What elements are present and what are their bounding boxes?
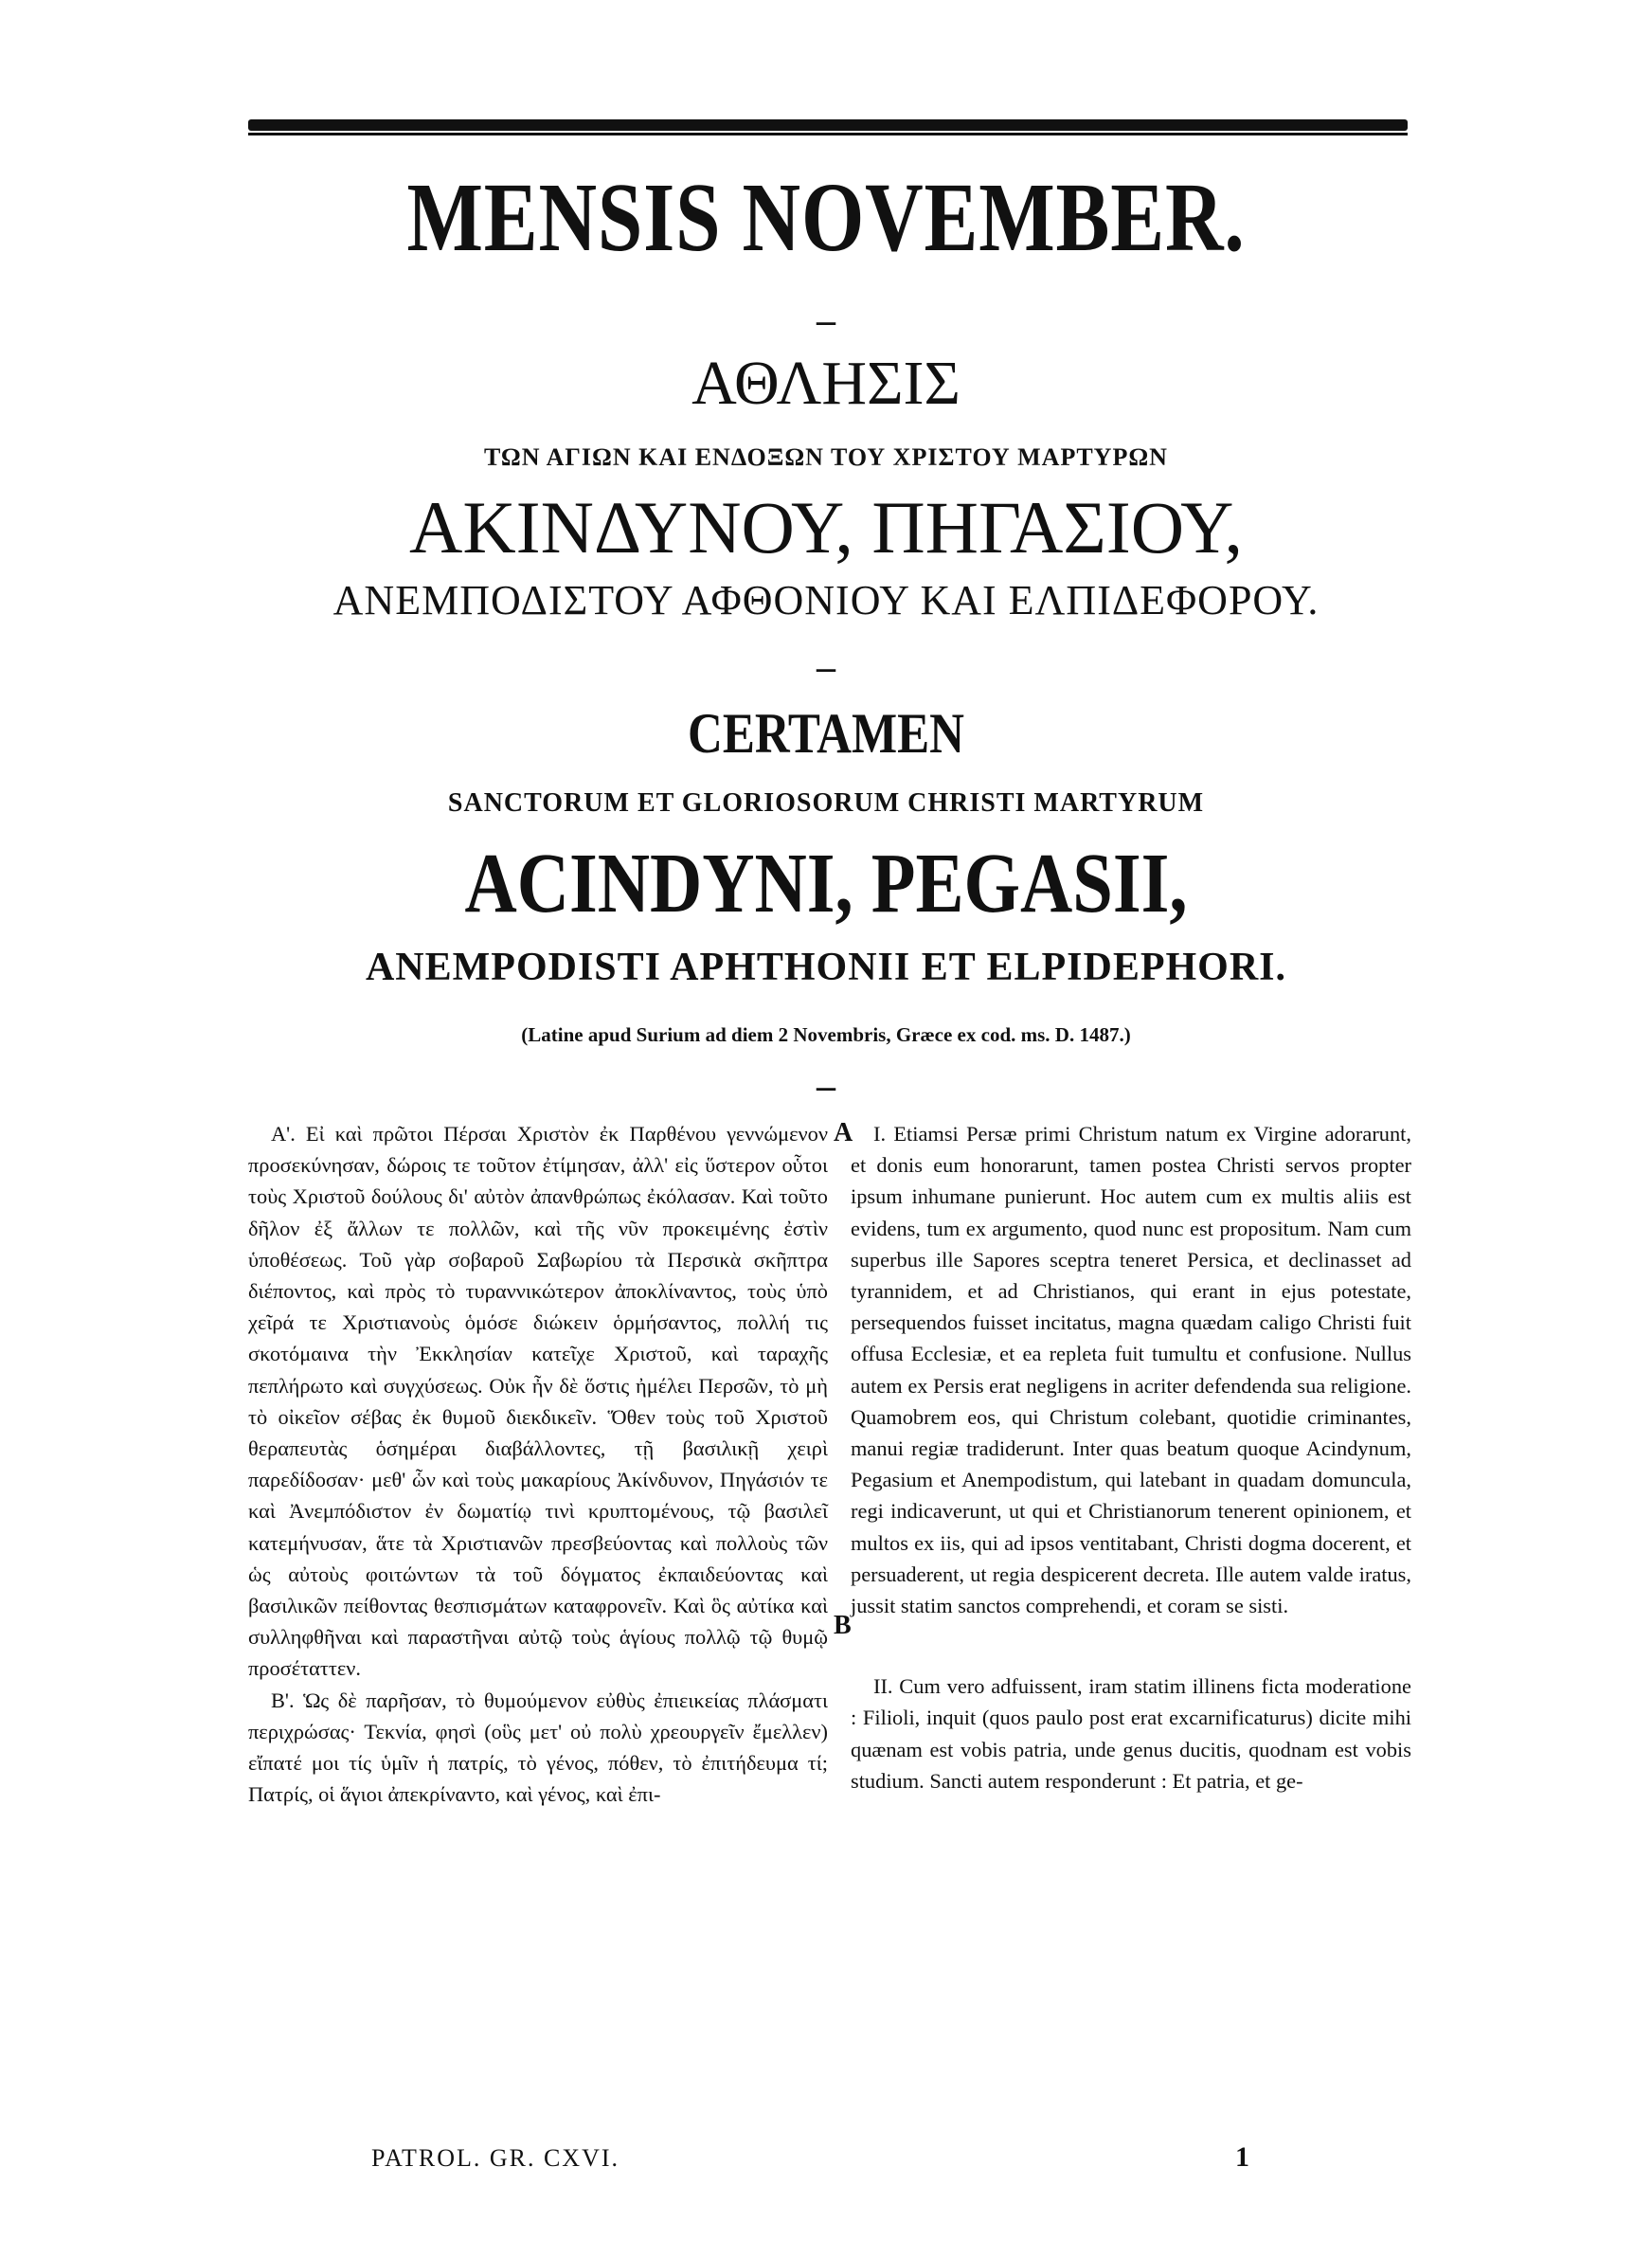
greek-names-line1: ΑΚΙΝΔΥΝΟΥ, ΠΗΓΑΣΙΟΥ, [408,486,1243,569]
margin-marker-a: A [834,1118,853,1147]
latin-title: CERTAMEN [688,702,964,765]
separator-dash-2: – [817,645,835,688]
latin-column [851,1118,1411,1797]
greek-paragraph-1: Α'. Εἰ καὶ πρῶτοι Πέρσαι Χριστὸν ἐκ Παρθένου γεννώμενον προσεκύνησαν, δώροις τε τοῦτον ἐτίμησαν, ἀλλ' εἰς ὕστερον οὗτοι τοὺς Χριστοῦ δούλους δι' αὐτὸν ἀπανθρώπως ἐκόλασαν. Καὶ τοῦτο δῆλον ἐξ ἄλλων τε πολλῶν, καὶ τῆς νῦν προκειμένης ἐστὶν ὑποθέσεως. Τοῦ γὰρ σοβαροῦ Σαβωρίου τὰ Περσικὰ σκῆπτρα διέποντος, καὶ πρὸς τὸ τυραννικώτερον ἀποκλίναντος, τοὺς ὑπὸ χεῖρά τε Χριστιανοὺς ὁμόσε διώκειν ὁρμήσαντος, πολλή τις σκοτόμαινα τὴν Ἐκκλησίαν κατεῖχε Χριστοῦ, καὶ ταραχῆς πεπλήρωτο καὶ συγχύσεως. Οὐκ ἦν δὲ ὅστις ἠμέλει Περσῶν, τὸ μὴ τὸ οἰκεῖον σέβας ἐκ θυμοῦ διεκδικεῖν. Ὅθεν τοὺς τοῦ Χριστοῦ θεραπευτὰς ὁσημέραι διαβάλλοντες, τῇ βασιλικῇ χειρὶ παρεδίδοσαν· μεθ' ὧν καὶ τοὺς μακαρίους Ἀκίνδυνον, Πηγάσιόν τε καὶ Ἀνεμπόδιστον ἐν δωματίῳ τινὶ κρυπτομένους, τῷ βασιλεῖ κατεμήνυσαν, ἅτε τὰ Χριστιανῶν πρεσβεύοντας καὶ πολλοὺς τῶν ὡς αὐτοὺς φοιτώντων τὰ τοῦ δόγματος ἐκπαιδεύοντας καὶ βασιλικῶν πείθοντας θεσπισμάτων καταφρονεῖν. Καὶ ὃς αὐτίκα καὶ συλληφθῆναι καὶ παραστῆναι αὐτῷ τοὺς ἁγίους πολλῷ τῷ θυμῷ προσέταττεν. [248,1122,828,1681]
latin-names-line2: ANEMPODISTI APHTHONII ET ELPIDEPHORI. [365,946,1287,989]
latin-subtitle: SANCTORUM ET GLORIOSORUM CHRISTI MARTYRUM [447,788,1205,818]
separator-dash-3: – [817,1064,835,1107]
greek-title: ΑΘΛΗΣΙΣ [691,349,961,418]
latin-names-line1: ACINDYNI, PEGASII, [464,837,1188,930]
footer-series: PATROL. GR. CXVI. [371,2144,620,2172]
greek-names-line2: ΑΝΕΜΠΟΔΙΣΤΟΥ ΑΦΘΟΝΙΟΥ ΚΑΙ ΕΛΠΙΔΕΦΟΡΟΥ. [332,577,1320,623]
greek-paragraph-2: Β'. Ὡς δὲ παρῆσαν, τὸ θυμούμενον εὐθὺς ἐπιεικείας πλάσματι περιχρώσας· Τεκνία, φησὶ (οὓς μετ' οὐ πολὺ χρεουργεῖν ἔμελλεν) εἴπατέ μοι τίς ὑμῖν ἡ πατρίς, τὸ γένος, πόθεν, τὸ ἐπιτήδευμα τί; Πατρίς, οἱ ἅγιοι ἀπεκρίναντο, καὶ γένος, καὶ ἐπι- [248,1688,828,1807]
latin-paragraph-2: II. Cum vero adfuissent, iram statim illinens ficta moderatione : Filioli, inquit (quos paulo post erat excarnificaturus) dicite mihi quænam est vobis patria, unde genus ducitis, quodnam est vobis studium. Sancti autem responderunt : Et patria, et ge- [851,1674,1411,1793]
greek-column [248,1118,828,1810]
margin-marker-b: B [834,1611,852,1640]
separator-dash-1: – [817,298,835,341]
page-title: MENSIS NOVEMBER. [406,163,1246,272]
source-note: (Latine apud Surium ad diem 2 Novembris, Græce ex cod. ms. D. 1487.) [521,1023,1131,1046]
top-rule [248,119,1408,131]
page-number: 1 [1235,2141,1249,2173]
greek-subtitle: ΤΩΝ ΑΓΙΩΝ ΚΑΙ ΕΝΔΟΞΩΝ ΤΟΥ ΧΡΙΣΤΟΥ ΜΑΡΤΥΡΩΝ [484,443,1168,471]
latin-paragraph-1: I. Etiamsi Persæ primi Christum natum ex Virgine adorarunt, et donis eum honorarunt, tamen postea Christi servos propter ipsum inhumane punierunt. Hoc autem cum ex multis aliis est evidens, tum ex argumento, quod nunc est propositum. Nam cum superbus ille Sapores sceptra teneret Persica, et declinasset ad tyrannidem, et ad Christianos, qui erant in ejus potestate, persequendos fuisset incitatus, magna quædam caligo Christi fuit offusa Ecclesiæ, et ea repleta fuit tumultu et confusione. Nullus autem ex Persis erat negligens in acriter defendenda sua religione. Quamobrem eos, qui Christum colebant, quotidie criminantes, manui regiæ tradiderunt. Inter quas beatum quoque Acindynum, Pegasium et Anempodistum, qui latebant in quadam domuncula, regi indicaverunt, ut qui et Christianorum tenerent opinionem, et multos ex iis, qui ad ipsos ventitabant, Christi dogma docerent, et persuaderent, ut regia despicerent decreta. Ille autem valde iratus, jussit statim sanctos comprehendi, et coram se sisti. [851,1122,1411,1618]
